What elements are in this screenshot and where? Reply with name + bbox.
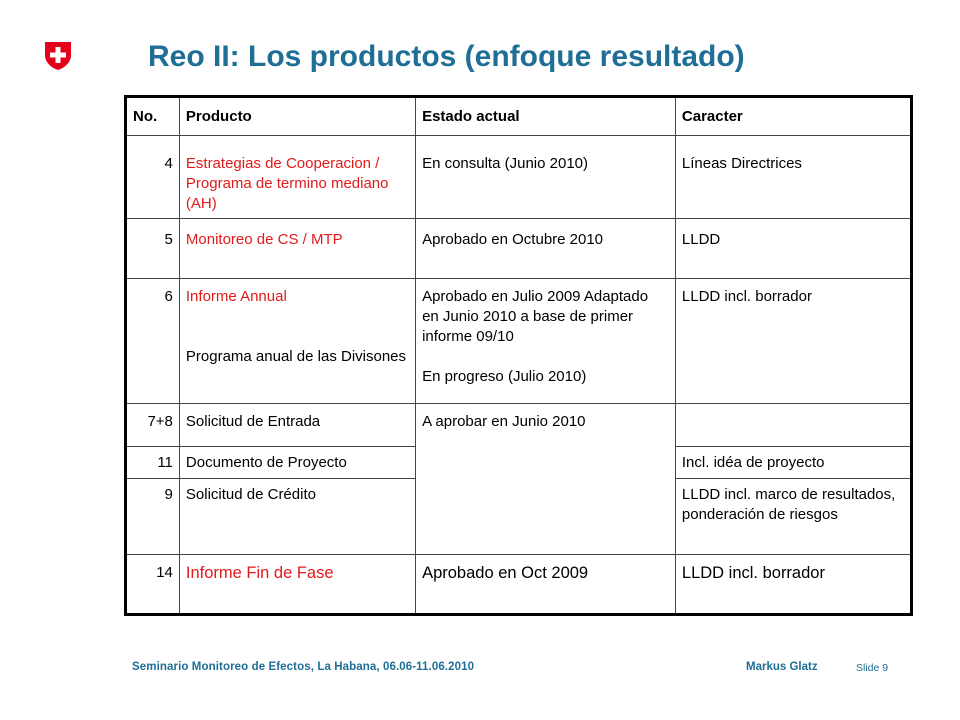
character-cell: LLDD incl. borrador	[675, 555, 911, 615]
character-cell: Incl. idéa de proyecto	[675, 447, 911, 479]
column-header-estado: Estado actual	[416, 97, 676, 136]
table-row	[126, 136, 912, 219]
row-number: 7+8	[126, 404, 180, 447]
slide-number: Slide 9	[856, 662, 889, 674]
row-number: 11	[126, 447, 180, 479]
row-number: 6	[126, 279, 180, 404]
character-cell: LLDD	[675, 219, 911, 279]
table-row	[126, 555, 912, 615]
product-cell: Informe Fin de Fase	[179, 555, 415, 615]
page-title: Reo II: Los productos (enfoque resultado)	[148, 40, 745, 73]
status-in-progress: En progreso (Julio 2010)	[422, 368, 587, 385]
product-cell: Documento de Proyecto	[179, 447, 415, 479]
table-header-row	[126, 97, 912, 136]
product-cell: Solicitud de Crédito	[179, 479, 415, 555]
character-cell: Líneas Directrices	[675, 136, 911, 219]
swiss-cross-icon	[44, 41, 72, 71]
row-number: 4	[126, 136, 180, 219]
status-cell	[416, 279, 676, 404]
row-number: 5	[126, 219, 180, 279]
row-number: 9	[126, 479, 180, 555]
table-row	[126, 219, 912, 279]
character-cell	[675, 404, 911, 447]
column-header-producto: Producto	[179, 97, 415, 136]
column-header-caracter: Caracter	[675, 97, 911, 136]
product-cell: Solicitud de Entrada	[179, 404, 415, 447]
status-approved-adapted: Aprobado en Julio 2009 Adaptado en Junio 2010 a base de primer informe 09/10	[422, 288, 649, 345]
character-cell: LLDD incl. marco de resultados, ponderación de riesgos	[675, 479, 911, 555]
product-cell: Estrategias de Cooperacion / Programa de termino mediano (AH)	[179, 136, 415, 219]
products-table	[124, 95, 913, 616]
table-row	[126, 404, 912, 447]
product-annual-report: Informe Annual	[185, 288, 287, 305]
table-row	[126, 279, 912, 404]
status-cell: Aprobado en Octubre 2010	[416, 219, 676, 279]
column-header-no: No.	[126, 97, 180, 136]
product-annual-program: Programa anual de las Divisones	[185, 348, 407, 365]
character-cell: LLDD incl. borrador	[675, 279, 911, 404]
status-cell: En consulta (Junio 2010)	[416, 136, 676, 219]
status-cell: A aprobar en Junio 2010	[416, 404, 676, 555]
product-cell: Monitoreo de CS / MTP	[179, 219, 415, 279]
row-number: 14	[126, 555, 180, 615]
status-cell: Aprobado en Oct 2009	[416, 555, 676, 615]
footer-author: Markus Glatz	[746, 661, 818, 673]
footer-seminar: Seminario Monitoreo de Efectos, La Habana, 06.06-11.06.2010	[132, 661, 475, 673]
product-cell	[179, 279, 415, 404]
